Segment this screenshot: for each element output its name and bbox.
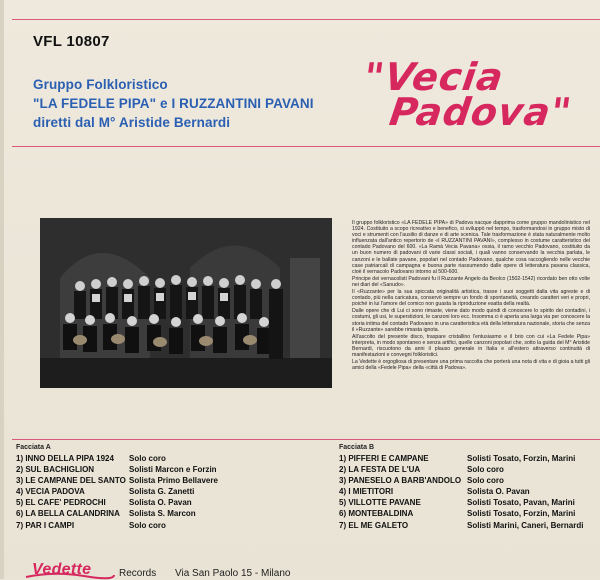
track-performer: Solisti Tosato, Forzin, Marini: [467, 454, 576, 463]
track-title: 2) SUL BACHIGLION: [16, 465, 95, 475]
liner-notes-paragraph: Il gruppo folkloristico «LA FEDELE PIPA» di Padova nacque dapprima come gruppo mandolinistico nel 1924. Costituito a scopo ricreativo e benefico, si sviluppò nel tempo, trasformandosi in gruppo misto di voci e strumenti con l'ausilio di danze e di arte scenica. Tale trasformazione è stata naturalmente molto influenzata dall'antico repertorio de «I RUZZANTINI PAVANI», complesso in costume caratteristico del contado Padovano del 600. «La Ramà Vecia Pavana» ossia, il ramo vecchio Padovano, costituito da un buon numero di padovani di varie classi sociali, i quali vanno conservando la vecchia parlata, le canzoni e le ballate pavane, popolari nel contado Padovano, qualche cosa raccogliendo nelle vecchie case patriarcali di campagna e buona parte riassumendo dalle opere di letteratura pavana classica, cioè il vernacolo Padovano intorno al 500-600.: [352, 220, 590, 275]
footer-address: Via San Paolo 15 - Milano: [175, 568, 291, 579]
track-title: 1) INNO DELLA PIPA 1924: [16, 454, 114, 463]
track-performer: Solisti Tosato, Pavan, Marini: [467, 498, 575, 508]
group-photo: [40, 218, 332, 388]
sleeve-edge: [0, 0, 4, 579]
liner-notes-paragraph: Dalle opere che di Lui ci sono rimaste, viene dato modo quindi di conoscere lo spirito dei contadini, i costumi, gli usi, le superstizioni, le canzoni loro ecc. Insomma ci è aperta una larga via per conoscere la storia intima del contado Padovano in una caratteristica età della letteratura nazionale, storia che senza il «Ruzzante» sarebbe rimasta ignota.: [352, 308, 590, 333]
track-title: 3) PANESELO A BARB'ANDOLO: [339, 476, 462, 486]
album-title-line1: "Vecia: [360, 55, 507, 99]
liner-notes-paragraph: Principe dei vernacolisti Padovani fu il Ruzzante Angelo da Beolco (1502-1542) ricordato ben otto volte nei diari del «Sanudo».: [352, 275, 590, 288]
track-title: 7) EL ME GALETO: [339, 520, 409, 530]
track-performer: Solista O. Pavan: [467, 487, 530, 497]
side-a-title: Facciata A: [16, 444, 51, 451]
footer-records-label: Records: [119, 568, 157, 579]
track-row: [16, 486, 326, 497]
track-row: [339, 475, 594, 486]
track-performer: Solista G. Zanetti: [129, 487, 195, 497]
middle-divider: [12, 146, 600, 147]
track-row: [339, 520, 594, 531]
track-title: 1) PIFFERI E CAMPANE: [339, 454, 429, 463]
track-performer: Solisti Marcon e Forzin: [129, 465, 217, 475]
track-title: 4) VECIA PADOVA: [16, 487, 85, 497]
track-row: [339, 486, 594, 497]
group-label: Gruppo Folkloristico: [33, 77, 168, 92]
track-performer: Solisti Tosato, Forzin, Marini: [467, 509, 576, 519]
track-row: [16, 475, 326, 486]
track-title: 3) LE CAMPANE DEL SANTO: [16, 476, 126, 486]
track-row: [339, 497, 594, 508]
track-performer: Solo coro: [467, 476, 504, 486]
track-performer: Solo coro: [467, 465, 504, 475]
track-row: [339, 453, 594, 464]
liner-notes: [352, 220, 590, 420]
track-title: 4) I MIETITORI: [339, 487, 394, 497]
catalog-number: VFL 10807: [33, 33, 110, 50]
track-title: 6) LA BELLA CALANDRINA: [16, 509, 120, 519]
liner-notes-paragraph: All'ascolto del presente disco, traspare cristallino l'entusiasmo e il brio con cui «La Fedele Pipa» interpreta, in modo spontaneo e senza artifici, quelle canzoni popolari che, sotto la guida del M° Aristide Bernardi, riscuotono da anni il plauso generale in Italia e all'estero attraverso continuità di manifestazioni e convegni folkloristici.: [352, 333, 590, 358]
side-b-tracklist: [339, 453, 594, 531]
album-title-line2: Padova": [386, 90, 575, 134]
track-performer: Solisti Marini, Caneri, Bernardi: [467, 520, 584, 530]
track-performer: Solo coro: [129, 454, 166, 463]
liner-notes-paragraph: Il «Ruzzante» per la sua spiccata originalità artistica, trasse i suoi soggetti dalla vita agreste e di contado, più nella caricatura, conservò sempre un fondo di spontaneità, creando caratteri veri e propri, poiché in lui l'amore del comico non guasta la riproduzione esatta della realtà.: [352, 289, 590, 308]
track-performer: Solista S. Marcon: [129, 509, 196, 519]
top-divider: [12, 19, 600, 20]
track-title: 5) EL CAFE' PEDROCHI: [16, 498, 106, 508]
conductor-line: diretti dal M° Aristide Bernardi: [33, 115, 231, 130]
vedette-logo: Vedette: [32, 561, 92, 578]
track-row: [16, 464, 326, 475]
track-performer: Solista O. Pavan: [129, 498, 192, 508]
track-title: 5) VILLOTTE PAVANE: [339, 498, 421, 508]
group-name: "LA FEDELE PIPA" e I RUZZANTINI PAVANI: [33, 96, 314, 111]
tracklist-divider: [12, 439, 600, 440]
track-row: [339, 464, 594, 475]
track-performer: Solo coro: [129, 520, 166, 530]
track-row: [339, 508, 594, 519]
track-title: 6) MONTEBALDINA: [339, 509, 414, 519]
side-a-tracklist: [16, 453, 326, 531]
side-b-title: Facciata B: [339, 444, 375, 451]
track-row: [16, 520, 326, 531]
track-title: 2) LA FESTA DE L'UA: [339, 465, 421, 475]
group-photo-illustration: [40, 218, 332, 388]
track-row: [16, 453, 326, 464]
track-row: [16, 508, 326, 519]
track-title: 7) PAR I CAMPI: [16, 520, 75, 530]
liner-notes-paragraph: La Vedette è orgogliosa di presentare una prima raccolta che porterà una nota di vita e di gioia a tutti gli amici della «Fedele Pipa» della «città di Padova».: [352, 359, 590, 372]
track-row: [16, 497, 326, 508]
track-performer: Solista Primo Bellavere: [129, 476, 218, 486]
